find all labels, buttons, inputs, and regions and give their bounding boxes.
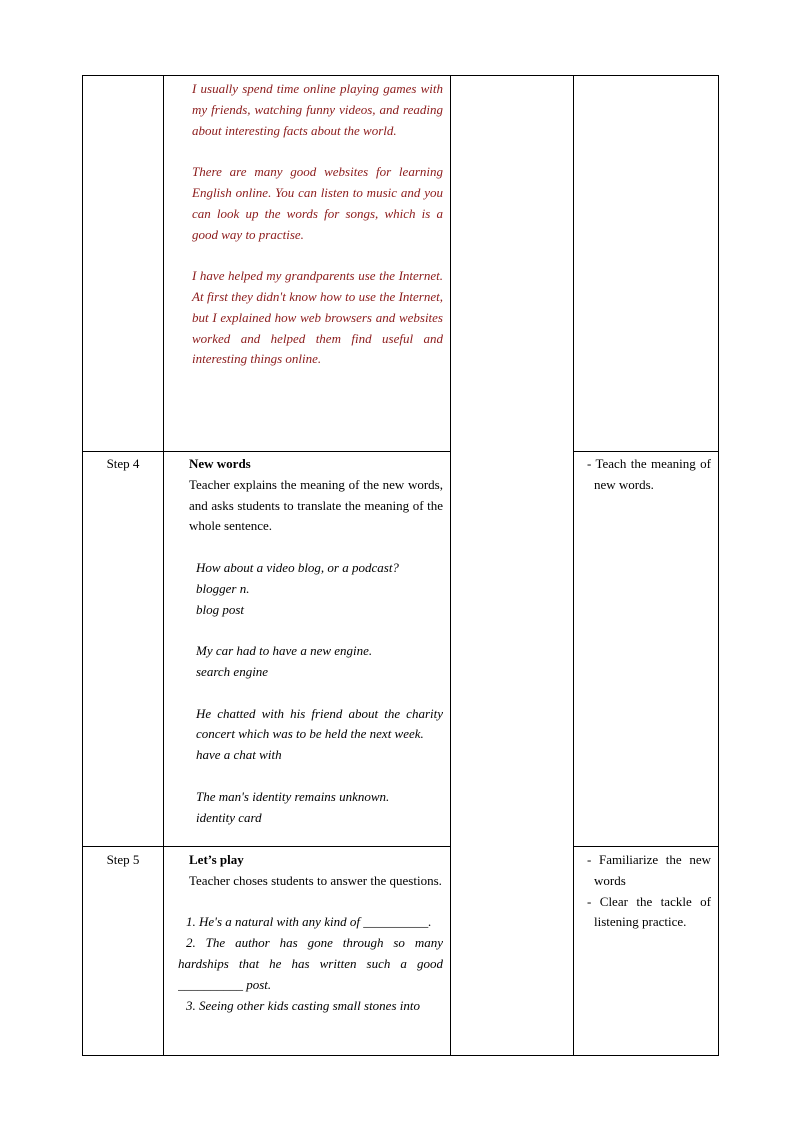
top-row-content	[192, 79, 443, 370]
step4-notes	[580, 454, 711, 496]
step4-heading: New words	[189, 456, 251, 471]
table-col-divider-3	[573, 75, 574, 1056]
step4-word-groups	[189, 558, 443, 828]
word-line: have a chat with	[196, 747, 282, 763]
step5-heading: Let’s play	[189, 852, 244, 867]
step4-instruction: Teacher explains the meaning of the new words, and asks students to translate the meaning of the whole sentence.	[189, 476, 443, 534]
example-paragraph: I have helped my grandparents use the Internet. At first they didn't know how to use the Internet, but I explained how web browsers and websites worked and helped them find useful and interesting things online.	[192, 268, 443, 367]
word-line: The man's identity remains unknown.	[196, 788, 390, 804]
table-col-divider-2	[450, 75, 451, 1056]
step5-notes	[580, 850, 711, 933]
step4-content	[189, 454, 443, 828]
example-paragraph: I usually spend time online playing games with my friends, watching funny videos, and reading about interesting facts about the world.	[192, 81, 443, 138]
step5-label: Step 5	[106, 852, 140, 867]
table-border-right	[718, 75, 719, 1056]
example-paragraph: There are many good websites for learning English online. You can listen to music and you can look up the words for songs, which is a good way to practise.	[192, 164, 443, 242]
word-line: How about a video blog, or a podcast?	[196, 559, 399, 575]
note-item: - Familiarize the new words	[587, 852, 711, 888]
question-item: 3. Seeing other kids casting small stones into	[186, 997, 420, 1013]
row-divider-step5-right	[573, 846, 719, 847]
row-divider-step4-right	[573, 451, 719, 452]
word-line: identity card	[196, 809, 262, 825]
table-border-left	[82, 75, 83, 1056]
step4-label: Step 4	[106, 456, 140, 471]
question-item: 1. He's a natural with any kind of __________.	[186, 914, 432, 930]
word-line: blog post	[196, 601, 245, 617]
word-line: blogger n.	[196, 580, 250, 596]
word-line: My car had to have a new engine.	[196, 643, 373, 659]
question-item: 2. The author has gone through so many hardships that he has written such a good __________ post.	[178, 935, 443, 992]
word-line: He chatted with his friend about the charity concert which was to be held the next week.	[196, 705, 443, 742]
table-border-top	[82, 75, 719, 76]
step5-instruction: Teacher choses students to answer the questions.	[189, 872, 442, 888]
word-line: search engine	[196, 663, 269, 679]
table-border-bottom	[82, 1055, 719, 1056]
step5-content	[178, 850, 443, 1054]
note-item: - Teach the meaning of new words.	[587, 456, 711, 492]
row-divider-step5	[82, 846, 451, 847]
table-col-divider-1	[163, 75, 164, 1056]
row-divider-step4	[82, 451, 451, 452]
note-item: - Clear the tackle of listening practice.	[587, 893, 711, 930]
